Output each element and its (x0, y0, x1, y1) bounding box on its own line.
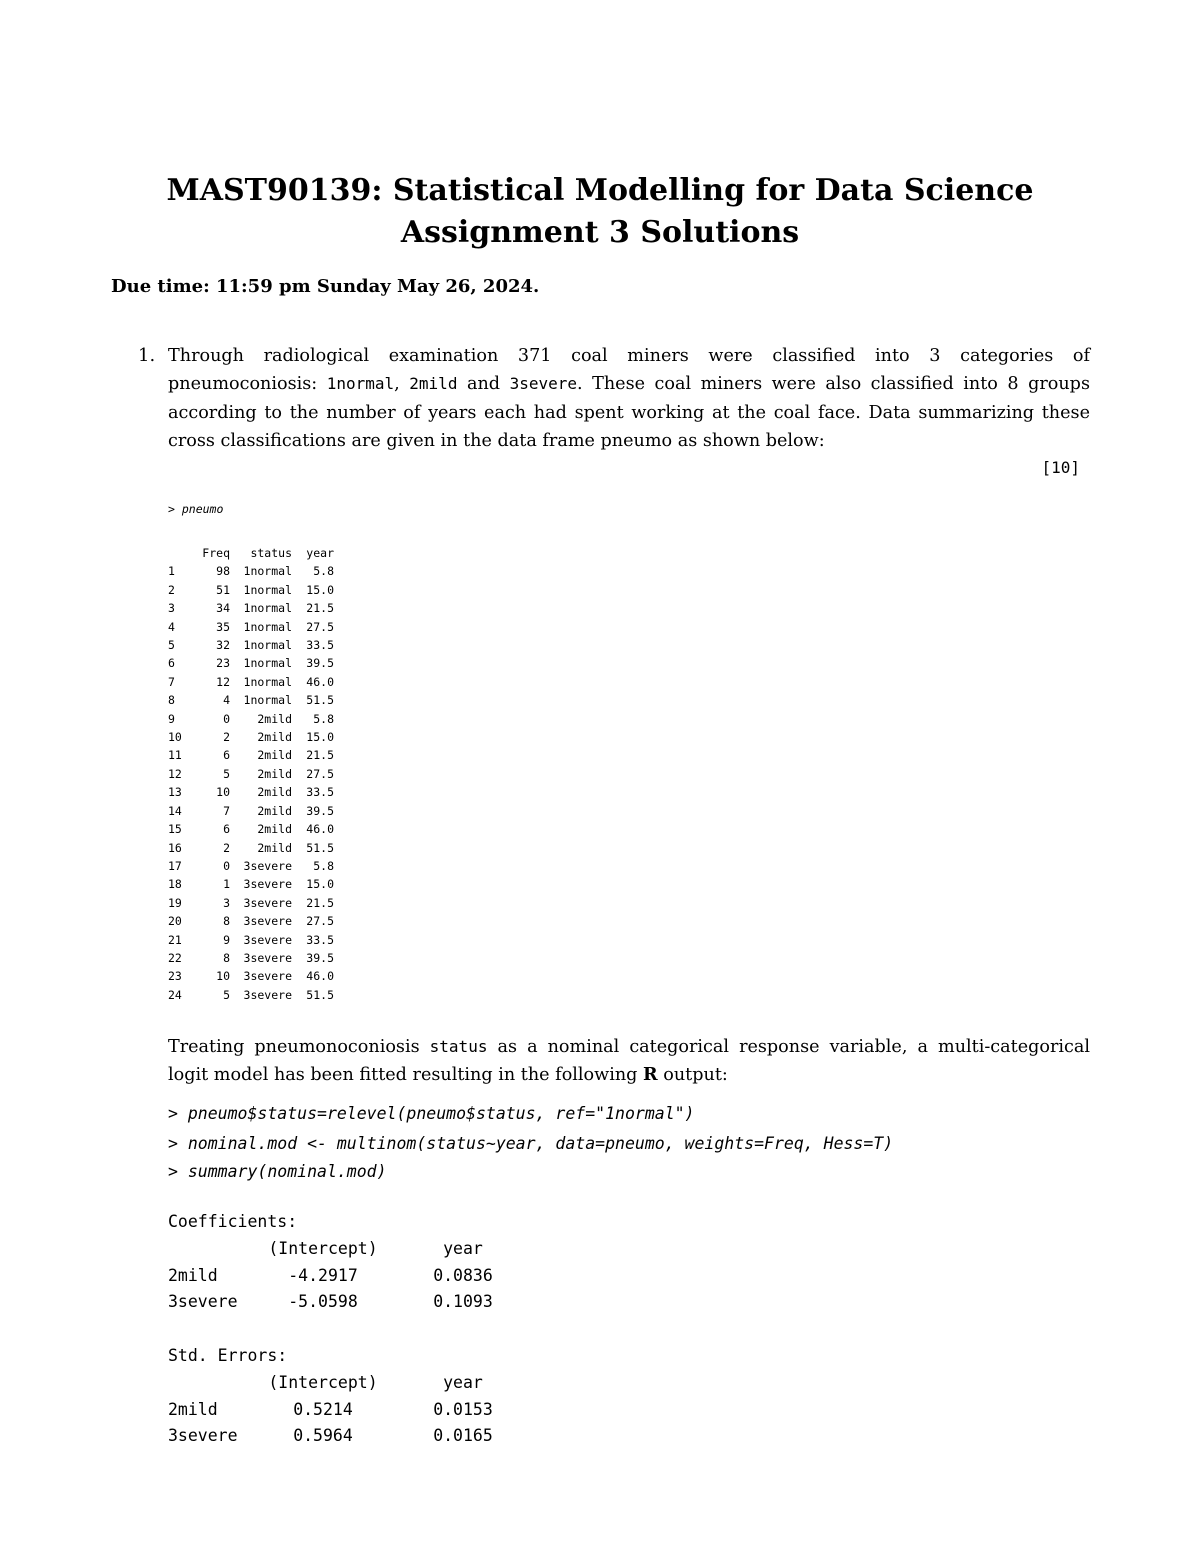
freq-cell: 4 (223, 693, 230, 708)
year-cell: 39.5 (306, 656, 334, 671)
status-cell: 2mild (257, 785, 292, 800)
year-cell: 33.5 (306, 932, 334, 947)
r-term: R (643, 1064, 658, 1086)
column-header: year (306, 546, 334, 560)
freq-cell: 2 (223, 730, 230, 745)
table-row (168, 654, 334, 672)
table-row (168, 967, 334, 985)
row-index: 13 (168, 785, 182, 800)
std-errors-table (168, 1370, 528, 1450)
table-header-row (168, 544, 334, 562)
year-cell: 46.0 (306, 822, 334, 837)
table-row (168, 728, 334, 746)
row-index: 22 (168, 950, 182, 965)
status-cell: 1normal (243, 601, 292, 616)
due-time: Due time: 11:59 pm Sunday May 26, 2024. (111, 276, 540, 297)
status-cell: 2mild (257, 766, 292, 781)
status-cell: 3severe (243, 932, 292, 947)
row-index: 11 (168, 748, 182, 763)
row-label: 3severe (168, 1426, 238, 1445)
status-cell: 1normal (243, 619, 292, 634)
row-index: 8 (168, 693, 175, 708)
status-cell: 1normal (243, 638, 292, 653)
year-cell: 21.5 (306, 748, 334, 763)
table-cell: -5.0598 (288, 1292, 358, 1311)
table-row (168, 1263, 528, 1290)
table-row (168, 875, 334, 893)
status-cell: 2mild (257, 730, 292, 745)
model-description (168, 1033, 1090, 1090)
year-cell: 27.5 (306, 914, 334, 929)
year-cell: 15.0 (306, 730, 334, 745)
question-text (168, 342, 1090, 455)
table-row (168, 820, 334, 838)
column-header: (Intercept) (268, 1239, 378, 1258)
row-index: 14 (168, 803, 182, 818)
freq-cell: 23 (216, 656, 230, 671)
status-cell: 2mild (257, 803, 292, 818)
table-row (168, 691, 334, 709)
pneumo-prompt: > pneumo (168, 502, 224, 516)
separator: and (457, 374, 510, 395)
column-header: (Intercept) (268, 1373, 378, 1392)
year-cell: 21.5 (306, 895, 334, 910)
year-cell: 46.0 (306, 969, 334, 984)
row-index: 6 (168, 656, 175, 671)
year-cell: 27.5 (306, 766, 334, 781)
pneumo-data-table (168, 544, 334, 1004)
row-index: 23 (168, 969, 182, 984)
row-index: 10 (168, 730, 182, 745)
freq-cell: 6 (223, 822, 230, 837)
table-header-row (168, 1370, 528, 1397)
year-cell: 46.0 (306, 674, 334, 689)
separator: , (394, 374, 410, 395)
row-index: 18 (168, 877, 182, 892)
pneumo-table-body (168, 562, 334, 1004)
year-cell: 33.5 (306, 785, 334, 800)
row-index: 21 (168, 932, 182, 947)
table-row (168, 783, 334, 801)
model-text-1: Treating pneumonoconiosis (168, 1037, 430, 1057)
row-index: 2 (168, 582, 175, 597)
column-header: Freq (202, 546, 230, 560)
row-index: 4 (168, 619, 175, 634)
freq-cell: 2 (223, 840, 230, 855)
freq-cell: 6 (223, 748, 230, 763)
status-cell: 1normal (243, 656, 292, 671)
table-row (168, 710, 334, 728)
row-index: 17 (168, 858, 182, 873)
freq-cell: 32 (216, 638, 230, 653)
row-index: 19 (168, 895, 182, 910)
year-cell: 51.5 (306, 987, 334, 1002)
table-row (168, 1397, 528, 1424)
freq-cell: 1 (223, 877, 230, 892)
table-cell: 0.5214 (293, 1399, 353, 1419)
year-cell: 21.5 (306, 601, 334, 616)
status-cell: 3severe (243, 895, 292, 910)
row-label: 2mild (168, 1265, 218, 1285)
table-row (168, 857, 334, 875)
row-index: 24 (168, 987, 182, 1002)
coefficients-label: Coefficients: (168, 1212, 298, 1231)
year-cell: 51.5 (306, 693, 334, 708)
table-header-row (168, 1236, 528, 1263)
status-cell: 2mild (257, 840, 292, 855)
status-cell: 3severe (243, 858, 292, 873)
row-index: 5 (168, 638, 175, 653)
question-marks: [10] (1041, 458, 1080, 477)
freq-cell: 5 (223, 987, 230, 1002)
table-row (168, 931, 334, 949)
table-row (168, 746, 334, 764)
status-cell: 2mild (257, 748, 292, 763)
table-row (168, 839, 334, 857)
freq-cell: 34 (216, 601, 230, 616)
category-mild: 2mild (409, 374, 458, 394)
column-header (168, 544, 198, 562)
status-cell: 3severe (243, 969, 292, 984)
category-normal: 1normal (326, 374, 395, 394)
model-text-3: output: (657, 1065, 728, 1086)
year-cell: 39.5 (306, 950, 334, 965)
r-command: > nominal.mod <- multinom(status~year, data=pneumo, weights=Freq, Hess=T) (168, 1134, 894, 1153)
freq-cell: 5 (223, 766, 230, 781)
freq-cell: 35 (216, 619, 230, 634)
year-cell: 15.0 (306, 877, 334, 892)
column-header (168, 1236, 248, 1263)
row-index: 9 (168, 711, 175, 726)
table-cell: 0.5964 (293, 1426, 353, 1445)
column-header (168, 1370, 248, 1397)
freq-cell: 3 (223, 895, 230, 910)
freq-cell: 8 (223, 950, 230, 965)
table-row (168, 949, 334, 967)
year-cell: 27.5 (306, 619, 334, 634)
question-text-2: . These coal miners were also classified into 8 groups according to the number of years each had spent working at the coal face. Data summarizing these cross classifications are given in the data frame pneumo as shown below: (168, 374, 1090, 451)
table-row (168, 986, 334, 1004)
year-cell: 39.5 (306, 803, 334, 818)
table-cell: 0.0165 (433, 1426, 493, 1445)
column-header: year (443, 1239, 483, 1258)
freq-cell: 8 (223, 914, 230, 929)
freq-cell: 7 (223, 803, 230, 818)
year-cell: 5.8 (313, 858, 334, 873)
table-row (168, 894, 334, 912)
row-label: 2mild (168, 1399, 218, 1419)
table-row (168, 802, 334, 820)
status-cell: 3severe (243, 987, 292, 1002)
freq-cell: 98 (216, 564, 230, 579)
year-cell: 51.5 (306, 840, 334, 855)
table-row (168, 581, 334, 599)
table-row (168, 1289, 528, 1316)
row-index: 15 (168, 822, 182, 837)
status-cell: 3severe (243, 914, 292, 929)
freq-cell: 10 (216, 785, 230, 800)
std-errors-label: Std. Errors: (168, 1346, 288, 1365)
table-cell: 0.0836 (433, 1265, 493, 1285)
row-index: 12 (168, 766, 182, 781)
table-row (168, 673, 334, 691)
row-index: 20 (168, 914, 182, 929)
freq-cell: 10 (216, 969, 230, 984)
status-cell: 2mild (257, 822, 292, 837)
status-cell: 3severe (243, 877, 292, 892)
table-row (168, 765, 334, 783)
table-row (168, 562, 334, 580)
status-term: status (429, 1037, 488, 1056)
freq-cell: 0 (223, 711, 230, 726)
status-cell: 1normal (243, 564, 292, 579)
document-title: MAST90139: Statistical Modelling for Data Science Assignment 3 Solutions (166, 173, 1034, 250)
status-cell: 3severe (243, 950, 292, 965)
question-number: 1. (138, 345, 156, 366)
freq-cell: 9 (223, 932, 230, 947)
table-cell: -4.2917 (288, 1265, 358, 1285)
status-cell: 2mild (257, 711, 292, 726)
year-cell: 5.8 (313, 564, 334, 579)
status-cell: 1normal (243, 693, 292, 708)
column-header: status (250, 546, 292, 560)
year-cell: 5.8 (313, 711, 334, 726)
r-command: > summary(nominal.mod) (168, 1162, 387, 1181)
year-cell: 15.0 (306, 582, 334, 597)
model-text-2: as a nominal categorical response variable, a multi-categorical logit model has been fitted resulting in the following (168, 1037, 1090, 1086)
table-row (168, 618, 334, 636)
row-label: 3severe (168, 1292, 238, 1311)
freq-cell: 0 (223, 858, 230, 873)
question-text-1: Through radiological examination 371 coal miners were classified into 3 categories of pneumoconiosis: (168, 346, 1090, 395)
table-cell: 0.1093 (433, 1292, 493, 1311)
freq-cell: 51 (216, 582, 230, 597)
status-cell: 1normal (243, 674, 292, 689)
table-cell: 0.0153 (433, 1399, 493, 1419)
table-row (168, 1423, 528, 1450)
status-cell: 1normal (243, 582, 292, 597)
year-cell: 33.5 (306, 638, 334, 653)
table-row (168, 912, 334, 930)
row-index: 3 (168, 601, 175, 616)
column-header: year (443, 1373, 483, 1392)
category-severe: 3severe (509, 374, 577, 394)
row-index: 1 (168, 564, 175, 579)
table-row (168, 599, 334, 617)
row-index: 7 (168, 674, 175, 689)
freq-cell: 12 (216, 674, 230, 689)
coefficients-table (168, 1236, 528, 1316)
row-index: 16 (168, 840, 182, 855)
table-row (168, 636, 334, 654)
r-command: > pneumo$status=relevel(pneumo$status, ref="1normal") (168, 1104, 695, 1123)
